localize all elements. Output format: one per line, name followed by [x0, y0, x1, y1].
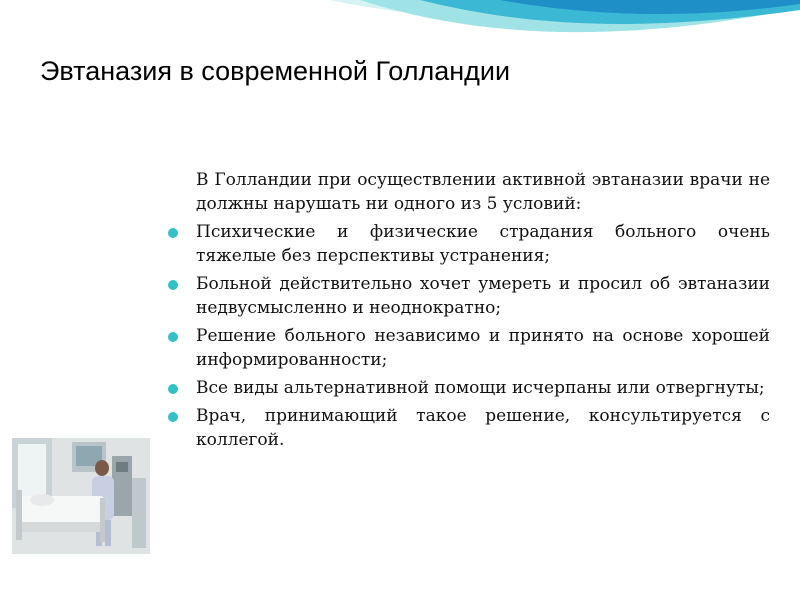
list-item-text: Решение больного независимо и принято на основе хорошей информированности;	[196, 326, 770, 370]
list-item-text: Психические и физические страдания больного очень тяжелые без перспективы устранения;	[196, 222, 770, 266]
bullet-dot-icon	[166, 376, 196, 400]
hospital-room-photo	[12, 438, 150, 554]
bullet-dot-icon	[166, 324, 196, 372]
slide-title: Эвтаназия в современной Голландии	[40, 56, 511, 86]
intro-paragraph: В Голландии при осуществлении активной эвтаназии врачи не должны нарушать ни одного из 5 условий:	[196, 170, 770, 214]
list-item-text: Больной действительно хочет умереть и просил об эвтаназии недвусмысленно и неоднократно;	[196, 274, 770, 318]
list-item	[166, 404, 770, 452]
list-item	[166, 272, 770, 320]
bullet-dot-icon	[166, 404, 196, 452]
list-item	[166, 220, 770, 268]
slide-body	[166, 168, 770, 456]
list-item-text: Врач, принимающий такое решение, консультируется с коллегой.	[196, 406, 770, 450]
list-item-text: Все виды альтернативной помощи исчерпаны или отвергнуты;	[196, 378, 765, 398]
list-item	[166, 376, 770, 400]
bullet-dot-icon	[166, 272, 196, 320]
list-item	[166, 324, 770, 372]
bullet-dot-icon	[166, 220, 196, 268]
